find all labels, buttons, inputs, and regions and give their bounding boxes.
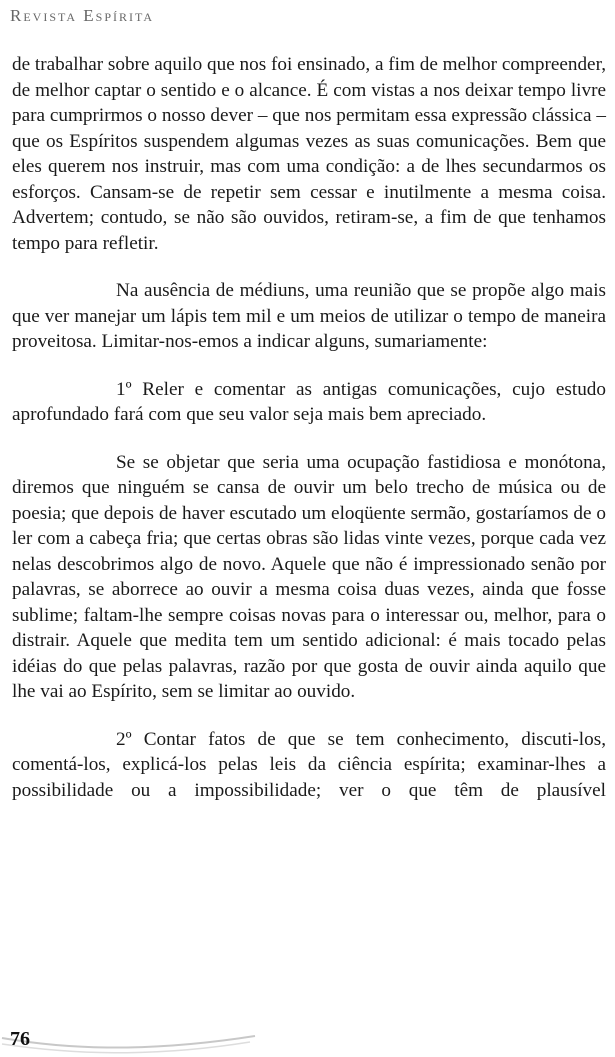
running-header: Revista Espírita xyxy=(10,6,155,25)
page-number: 76 xyxy=(10,1028,30,1050)
paragraph-item-1: 1º Reler e comentar as antigas comunicações, cujo estudo aprofundado fará com que seu valor seja mais bem apreciado. xyxy=(12,378,606,425)
paragraph-continuation: de trabalhar sobre aquilo que nos foi ensinado, a fim de melhor compreender, de melhor captar o sentido e o alcance. É com vistas a nos deixar tempo livre para cumprirmos o nosso dever – que nos permitam essa expressão clássica – que os Espíritos suspendem algumas vezes as suas comunicações. Bem que eles querem nos instruir, mas com uma condição: a de lhes secundarmos os esforços. Cansam-se de repetir sem cessar e inutilmente a mesma coisa. Advertem; contudo, se não são ouvidos, retiram-se, a fim de que tenhamos tempo para refletir. xyxy=(12,54,606,254)
page-body xyxy=(12,52,606,825)
paragraph-mediums-absence: Na ausência de médiuns, uma reunião que se propõe algo mais que ver manejar um lápis tem mil e um meios de utilizar o tempo de maneira proveitosa. Limitar-nos-emos a indicar alguns, sumariamente: xyxy=(12,280,606,352)
paragraph-objection: Se se objetar que seria uma ocupação fastidiosa e monótona, diremos que ninguém se cansa de ouvir um belo trecho de música ou de poesia; que depois de haver escutado um eloqüente sermão, gostaríamos de o ler com a cabeça fria; que certas obras são lidas vinte vezes, porque cada vez nelas descobrimos algo de novo. Aquele que não é impressionado senão por palavras, se aborrece ao ouvir a mesma coisa duas vezes, ainda que fosse sublime; faltam-lhe sempre coisas novas para o interessar ou, melhor, para o distrair. Aquele que medita tem um sentido adicional: é mais tocado pelas idéias do que pelas palavras, razão por que gosta de ouvir ainda aquilo que lhe vai ao Espírito, sem se limitar ao ouvido. xyxy=(12,451,606,702)
footer-swoosh-ornament xyxy=(0,1018,260,1054)
paragraph-item-2: 2º Contar fatos de que se tem conhecimento, discuti-los, comentá-los, explicá-los pelas leis da ciência espírita; examinar-lhes a possibilidade ou a impossibilidade; ver o que têm de plausível xyxy=(12,728,606,801)
